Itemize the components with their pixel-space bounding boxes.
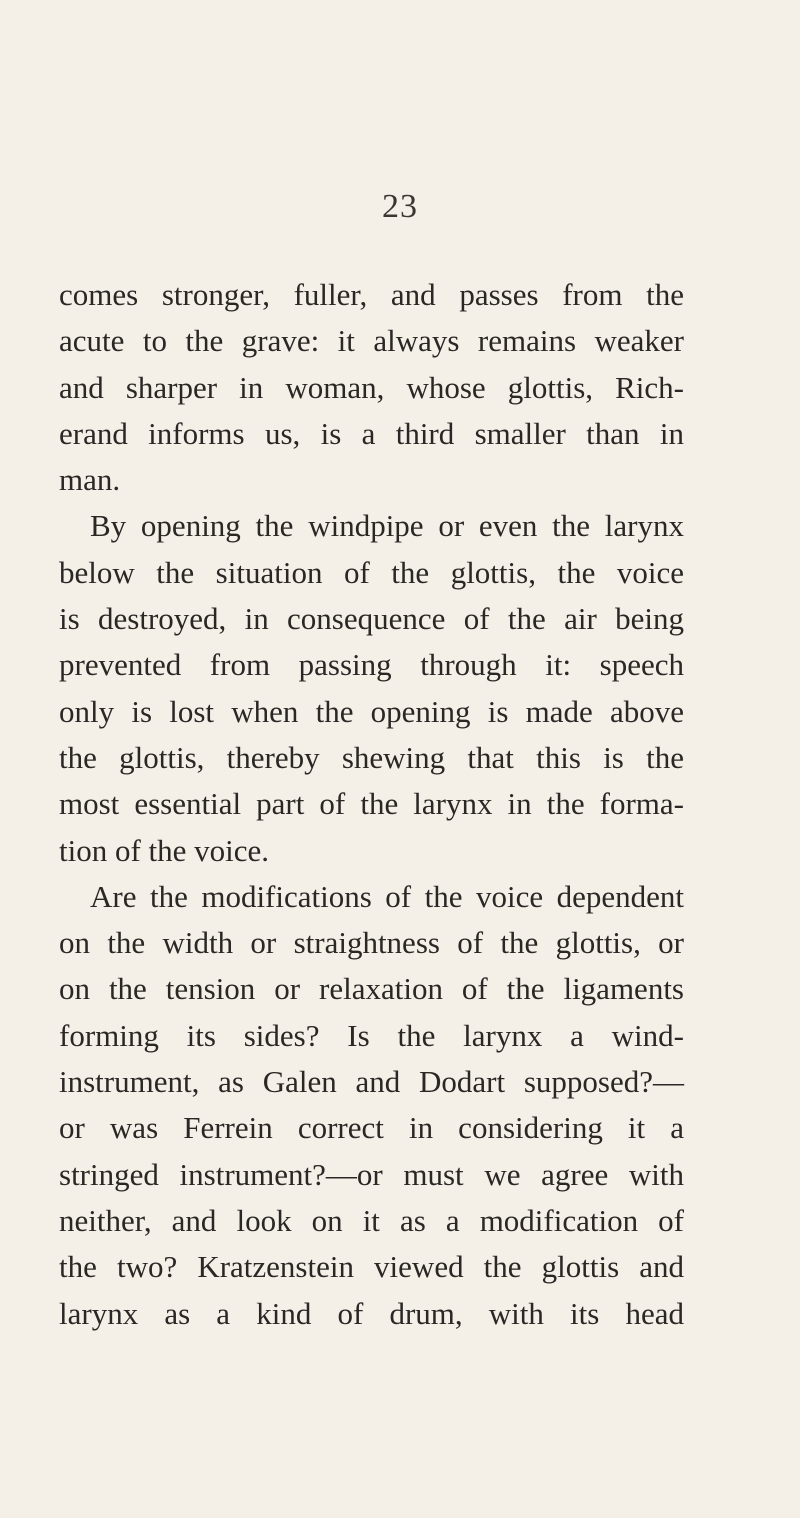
text-line: erand informs us, is a third smaller than in [59, 415, 684, 451]
text-line: the two? Kratzenstein viewed the glottis and [59, 1249, 684, 1285]
text-line: on the tension or relaxation of the ligaments [59, 971, 684, 1007]
text-line: only is lost when the opening is made above [59, 693, 684, 729]
text-line: larynx as a kind of drum, with its head [59, 1295, 684, 1331]
text-line: is destroyed, in consequence of the air being [59, 601, 684, 637]
body-text [59, 272, 684, 1337]
text-line: or was Ferrein correct in considering it a [59, 1110, 684, 1146]
text-line: on the width or straightness of the glottis, or [59, 925, 684, 961]
text-line: acute to the grave: it always remains weaker [59, 323, 684, 359]
text-line: prevented from passing through it: speech [59, 647, 684, 683]
text-line: By opening the windpipe or even the larynx [90, 508, 684, 544]
text-line: forming its sides? Is the larynx a wind- [59, 1017, 684, 1053]
text-line: stringed instrument?—or must we agree with [59, 1156, 684, 1192]
text-line: instrument, as Galen and Dodart supposed?— [59, 1064, 684, 1100]
text-line: comes stronger, fuller, and passes from the [59, 277, 684, 312]
text-line: tion of the voice. [59, 832, 270, 868]
text-line: neither, and look on it as a modification of [59, 1202, 684, 1238]
text-line: most essential part of the larynx in the forma- [59, 786, 684, 822]
text-line: and sharper in woman, whose glottis, Rich- [59, 369, 684, 405]
text-line: the glottis, thereby shewing that this is the [59, 739, 684, 775]
text-line: Are the modifications of the voice dependent [90, 878, 684, 914]
text-line: below the situation of the glottis, the voice [59, 554, 684, 590]
page-number: 23 [382, 188, 418, 225]
text-line: man. [59, 462, 121, 498]
